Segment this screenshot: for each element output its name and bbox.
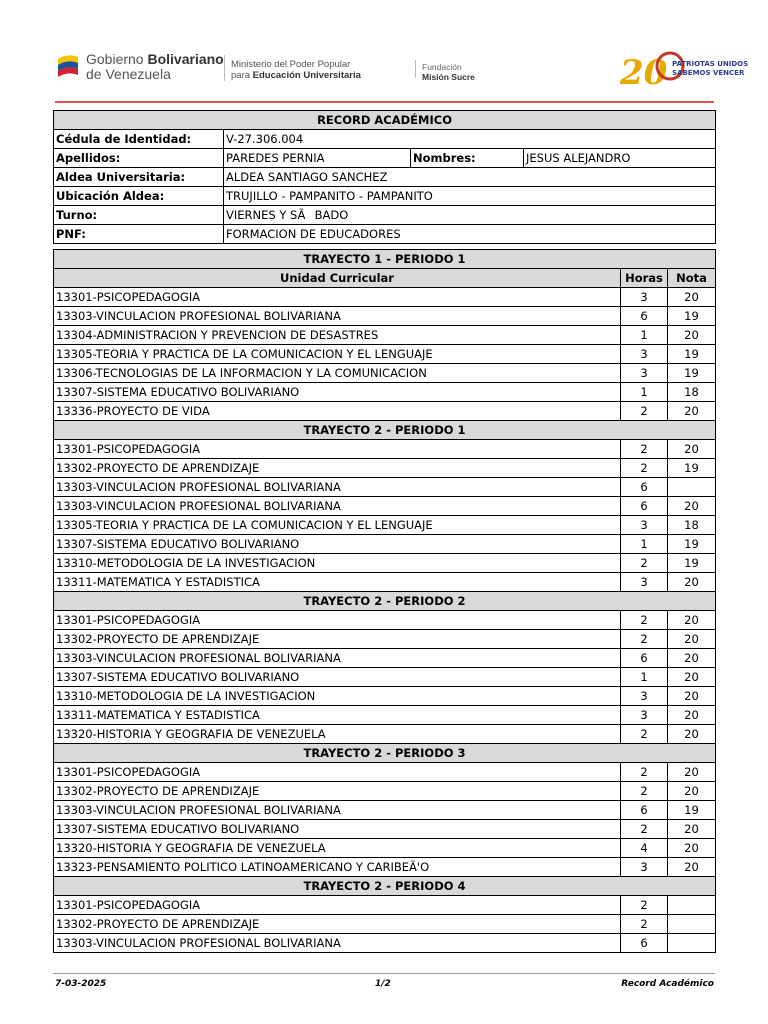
course-cell: 13336-PROYECTO DE VIDA (54, 402, 621, 421)
table-row (54, 326, 716, 345)
grade-cell: 20 (668, 858, 716, 877)
course-cell: 13301-PSICOPEDAGOGIA (54, 288, 621, 307)
hours-cell: 3 (621, 288, 668, 307)
footer-doc-title: Record Académico (621, 979, 714, 989)
section-header: TRAYECTO 1 - PERIODO 1 (54, 250, 716, 269)
table-row (54, 402, 716, 421)
hours-cell: 2 (621, 820, 668, 839)
course-cell: 13301-PSICOPEDAGOGIA (54, 440, 621, 459)
hours-cell: 2 (621, 402, 668, 421)
table-row (54, 497, 716, 516)
grade-cell: 20 (668, 820, 716, 839)
hours-cell: 3 (621, 687, 668, 706)
grade-cell (668, 915, 716, 934)
table-row (54, 611, 716, 630)
cedula-label: Cédula de Identidad: (54, 130, 224, 149)
svg-text:SABEMOS VENCER: SABEMOS VENCER (672, 69, 745, 77)
hours-cell: 3 (621, 345, 668, 364)
grade-cell: 20 (668, 839, 716, 858)
course-cell: 13301-PSICOPEDAGOGIA (54, 896, 621, 915)
table-row (54, 934, 716, 953)
section-header: TRAYECTO 2 - PERIODO 3 (54, 744, 716, 763)
hours-cell: 6 (621, 307, 668, 326)
hours-cell: 3 (621, 516, 668, 535)
course-cell: 13306-TECNOLOGIAS DE LA INFORMACION Y LA COMUNICACION (54, 364, 621, 383)
grade-cell: 20 (668, 706, 716, 725)
grade-cell (668, 478, 716, 497)
table-row (54, 725, 716, 744)
table-row (54, 839, 716, 858)
table-row (54, 554, 716, 573)
grade-cell: 19 (668, 459, 716, 478)
course-cell: 13307-SISTEMA EDUCATIVO BOLIVARIANO (54, 820, 621, 839)
student-info-table (53, 110, 716, 244)
section-header: TRAYECTO 2 - PERIODO 2 (54, 592, 716, 611)
hours-cell: 1 (621, 535, 668, 554)
course-cell: 13320-HISTORIA Y GEOGRAFIA DE VENEZUELA (54, 725, 621, 744)
table-row (54, 649, 716, 668)
course-cell: 13311-MATEMATICA Y ESTADISTICA (54, 573, 621, 592)
table-row (54, 307, 716, 326)
table-row (54, 459, 716, 478)
course-cell: 13305-TEORIA Y PRACTICA DE LA COMUNICACION Y EL LENGUAJE (54, 516, 621, 535)
grade-cell: 20 (668, 687, 716, 706)
footer-divider (53, 973, 715, 974)
table-row (54, 763, 716, 782)
course-cell: 13305-TEORIA Y PRACTICA DE LA COMUNICACION Y EL LENGUAJE (54, 345, 621, 364)
hours-cell: 2 (621, 896, 668, 915)
grade-cell: 20 (668, 497, 716, 516)
ubicacion-label: Ubicación Aldea: (54, 187, 224, 206)
table-row (54, 573, 716, 592)
section-header: TRAYECTO 2 - PERIODO 1 (54, 421, 716, 440)
grade-cell (668, 934, 716, 953)
grade-cell: 19 (668, 364, 716, 383)
hours-cell: 6 (621, 497, 668, 516)
pnf-label: PNF: (54, 225, 224, 244)
svg-text:20: 20 (620, 53, 668, 93)
grade-cell: 18 (668, 516, 716, 535)
footer-page-number: 1/2 (375, 979, 391, 989)
footer-date: 7-03-2025 (55, 979, 107, 989)
grade-cell: 20 (668, 288, 716, 307)
hours-cell: 6 (621, 801, 668, 820)
course-cell: 13303-VINCULACION PROFESIONAL BOLIVARIANA (54, 649, 621, 668)
table-row (54, 782, 716, 801)
hours-cell: 1 (621, 326, 668, 345)
hours-cell: 2 (621, 459, 668, 478)
grade-cell: 20 (668, 326, 716, 345)
header-red-line (55, 101, 714, 103)
course-cell: 13310-METODOLOGIA DE LA INVESTIGACION (54, 554, 621, 573)
grade-cell: 20 (668, 649, 716, 668)
table-row (54, 288, 716, 307)
apellidos-label: Apellidos: (54, 149, 224, 168)
course-cell: 13303-VINCULACION PROFESIONAL BOLIVARIANA (54, 497, 621, 516)
hours-cell: 4 (621, 839, 668, 858)
hours-cell: 1 (621, 383, 668, 402)
header-divider (224, 55, 225, 81)
hours-cell: 1 (621, 668, 668, 687)
cedula-value: V-27.306.004 (224, 130, 716, 149)
nombres-value: JESUS ALEJANDRO (524, 149, 716, 168)
table-row (54, 516, 716, 535)
record-title: RECORD ACADÉMICO (54, 111, 716, 130)
course-cell: 13307-SISTEMA EDUCATIVO BOLIVARIANO (54, 535, 621, 554)
grade-cell (668, 896, 716, 915)
hours-cell: 3 (621, 706, 668, 725)
table-row (54, 820, 716, 839)
table-row (54, 915, 716, 934)
pnf-value: FORMACION DE EDUCADORES (224, 225, 716, 244)
column-header-horas: Horas (621, 269, 668, 288)
ubicacion-value: TRUJILLO - PAMPANITO - PAMPANITO (224, 187, 716, 206)
hours-cell: 2 (621, 725, 668, 744)
grade-cell: 20 (668, 725, 716, 744)
course-cell: 13301-PSICOPEDAGOGIA (54, 611, 621, 630)
grade-cell: 19 (668, 554, 716, 573)
course-cell: 13302-PROYECTO DE APRENDIZAJE (54, 782, 621, 801)
table-row (54, 896, 716, 915)
table-row (54, 364, 716, 383)
apellidos-value: PAREDES PERNIA (224, 149, 411, 168)
hours-cell: 2 (621, 763, 668, 782)
aldea-value: ALDEA SANTIAGO SANCHEZ (224, 168, 716, 187)
hours-cell: 2 (621, 630, 668, 649)
ministry-text: Ministerio del Poder Popular para Educación Universitaria (231, 59, 361, 81)
section-header: TRAYECTO 2 - PERIODO 4 (54, 877, 716, 896)
hours-cell: 3 (621, 364, 668, 383)
grade-cell: 20 (668, 611, 716, 630)
column-header-unidad: Unidad Curricular (54, 269, 621, 288)
course-cell: 13320-HISTORIA Y GEOGRAFIA DE VENEZUELA (54, 839, 621, 858)
table-row (54, 440, 716, 459)
header-divider (415, 60, 416, 78)
hours-cell: 2 (621, 915, 668, 934)
course-cell: 13302-PROYECTO DE APRENDIZAJE (54, 915, 621, 934)
course-cell: 13303-VINCULACION PROFESIONAL BOLIVARIANA (54, 307, 621, 326)
course-cell: 13303-VINCULACION PROFESIONAL BOLIVARIANA (54, 478, 621, 497)
table-row (54, 383, 716, 402)
hours-cell: 2 (621, 782, 668, 801)
grade-cell: 20 (668, 630, 716, 649)
page-header (0, 0, 768, 104)
table-row (54, 345, 716, 364)
grade-cell: 20 (668, 440, 716, 459)
table-row (54, 535, 716, 554)
course-cell: 13307-SISTEMA EDUCATIVO BOLIVARIANO (54, 383, 621, 402)
grade-cell: 19 (668, 535, 716, 554)
turno-label: Turno: (54, 206, 224, 225)
grade-cell: 19 (668, 307, 716, 326)
course-cell: 13302-PROYECTO DE APRENDIZAJE (54, 630, 621, 649)
course-cell: 13303-VINCULACION PROFESIONAL BOLIVARIANA (54, 801, 621, 820)
hours-cell: 2 (621, 440, 668, 459)
course-cell: 13310-METODOLOGIA DE LA INVESTIGACION (54, 687, 621, 706)
grade-cell: 20 (668, 763, 716, 782)
svg-text:PATRIOTAS UNIDOS: PATRIOTAS UNIDOS (672, 60, 749, 68)
grade-cell: 20 (668, 668, 716, 687)
course-cell: 13302-PROYECTO DE APRENDIZAJE (54, 459, 621, 478)
turno-value: VIERNES Y SÃBADO (224, 206, 716, 225)
table-row (54, 687, 716, 706)
hours-cell: 2 (621, 554, 668, 573)
grade-cell: 19 (668, 345, 716, 364)
course-cell: 13311-MATEMATICA Y ESTADISTICA (54, 706, 621, 725)
hours-cell: 6 (621, 934, 668, 953)
course-cell: 13323-PENSAMIENTO POLITICO LATINOAMERICANO Y CARIBEÃ'O (54, 858, 621, 877)
table-row (54, 478, 716, 497)
grade-cell: 20 (668, 782, 716, 801)
venezuela-flag-icon (56, 53, 80, 81)
hours-cell: 3 (621, 573, 668, 592)
grade-cell: 19 (668, 801, 716, 820)
nombres-label: Nombres: (411, 149, 524, 168)
course-cell: 13301-PSICOPEDAGOGIA (54, 763, 621, 782)
column-header-nota: Nota (668, 269, 716, 288)
patriotas-unidos-logo-icon (620, 44, 749, 93)
hours-cell: 6 (621, 649, 668, 668)
table-row (54, 668, 716, 687)
hours-cell: 6 (621, 478, 668, 497)
table-row (54, 630, 716, 649)
table-row (54, 801, 716, 820)
government-logo-text: Gobierno Bolivariano de Venezuela (86, 51, 224, 82)
course-cell: 13307-SISTEMA EDUCATIVO BOLIVARIANO (54, 668, 621, 687)
hours-cell: 3 (621, 858, 668, 877)
table-row (54, 706, 716, 725)
grades-table (53, 249, 716, 953)
foundation-text: Fundación Misión Sucre (422, 62, 475, 82)
grade-cell: 18 (668, 383, 716, 402)
course-cell: 13303-VINCULACION PROFESIONAL BOLIVARIANA (54, 934, 621, 953)
course-cell: 13304-ADMINISTRACION Y PREVENCION DE DESASTRES (54, 326, 621, 345)
hours-cell: 2 (621, 611, 668, 630)
table-row (54, 858, 716, 877)
grade-cell: 20 (668, 573, 716, 592)
aldea-label: Aldea Universitaria: (54, 168, 224, 187)
grade-cell: 20 (668, 402, 716, 421)
